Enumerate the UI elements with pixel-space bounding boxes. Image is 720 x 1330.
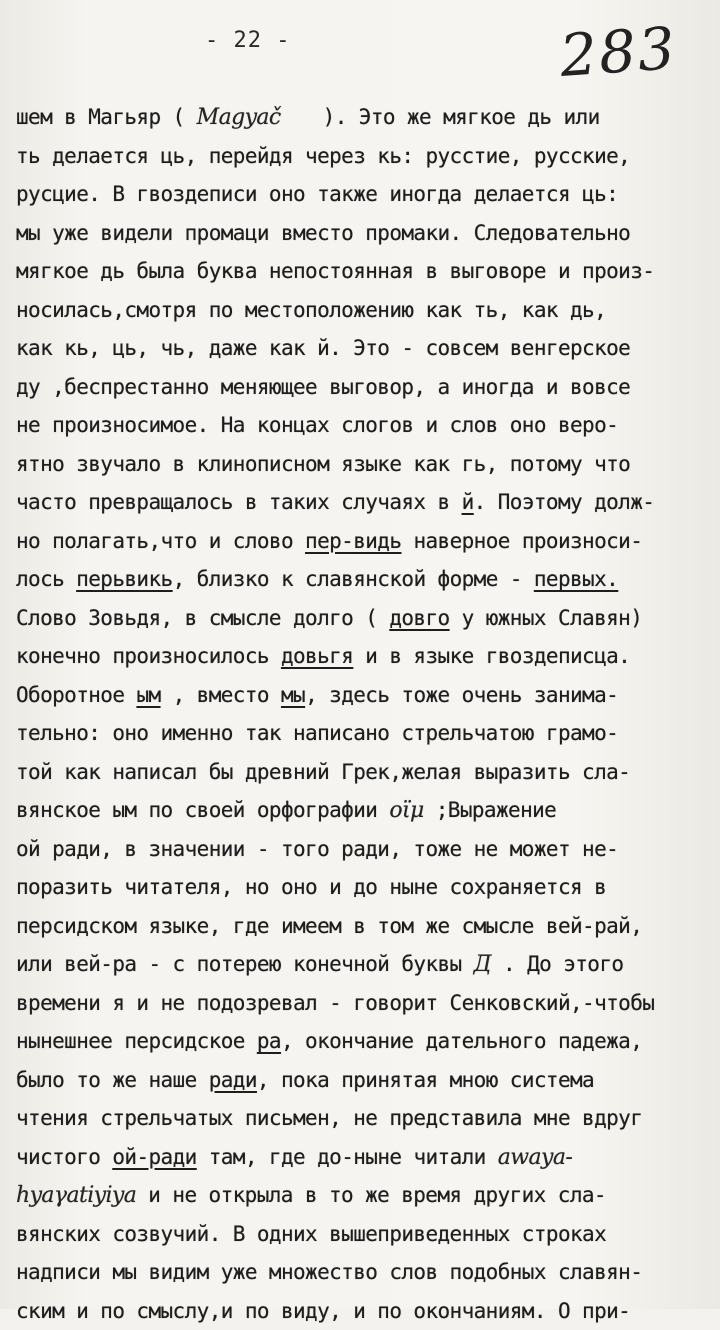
text-line xyxy=(16,1022,716,1061)
underlined-word: й xyxy=(462,490,474,514)
text-line xyxy=(16,329,716,368)
text-segment: шем в Магьяр ( xyxy=(16,105,197,129)
text-line xyxy=(16,137,716,176)
text-line xyxy=(16,637,716,676)
handwritten-archive-number: 283 xyxy=(558,14,679,90)
text-line xyxy=(16,483,716,522)
text-segment: ду ,беспрестанно меняющее выговор, а иногда и вовсе xyxy=(16,375,630,399)
text-line xyxy=(16,868,716,907)
handwritten-insertion: Д xyxy=(474,952,491,977)
underlined-word: перьвикь xyxy=(76,567,172,591)
text-segment: , пока принятая мною система xyxy=(257,1068,594,1092)
text-line xyxy=(16,252,716,291)
text-line xyxy=(16,368,716,407)
text-segment: надписи мы видим уже множество слов подобных славян- xyxy=(16,1260,642,1284)
text-segment: чтения стрельчатых письмен, не представила мне вдруг xyxy=(16,1106,642,1130)
page-number: - 22 - xyxy=(205,28,290,53)
text-line xyxy=(16,1061,716,1100)
text-segment: персидском языке, где имеем в том же смысле вей-рай, xyxy=(16,914,642,938)
text-line xyxy=(16,291,716,330)
text-line xyxy=(16,945,716,984)
text-segment: и не открыла в то же время других сла- xyxy=(136,1183,606,1207)
text-segment: тельно: оно именно так написано стрельчатою грамо- xyxy=(16,721,618,745)
text-segment: той как написал бы древний Грек,желая выразить сла- xyxy=(16,760,630,784)
text-line xyxy=(16,1176,716,1215)
text-line xyxy=(16,907,716,946)
text-segment: мы уже видели промаци вместо промаки. Следовательно xyxy=(16,221,630,245)
text-segment: ским и по смыслу,и по виду, и по окончаниям. О при- xyxy=(16,1299,630,1323)
text-segment: , окончание дательного падежа, xyxy=(281,1029,642,1053)
text-segment: Слово Зовьдя, в смысле долго ( xyxy=(16,606,389,630)
handwritten-insertion: οϊμ xyxy=(389,798,423,823)
text-segment: ть делается ць, перейдя через кь: русстие, русские, xyxy=(16,144,630,168)
text-segment: поразить читателя, но оно и до ныне сохраняется в xyxy=(16,875,606,899)
typewritten-text-body xyxy=(16,98,716,1330)
text-segment: мягкое дь была буква непостоянная в выговоре и произ- xyxy=(16,259,654,283)
text-segment: ;Выражение xyxy=(424,798,556,822)
text-segment: , вместо xyxy=(161,683,281,707)
text-segment: ой ради, в значении - того ради, тоже не может не- xyxy=(16,837,618,861)
text-segment: . Поэтому долж- xyxy=(474,490,655,514)
text-segment: но полагать,что и слово xyxy=(16,529,305,553)
text-line xyxy=(16,560,716,599)
text-line xyxy=(16,599,716,638)
text-line xyxy=(16,753,716,792)
underlined-word: довго xyxy=(389,606,449,630)
text-line xyxy=(16,1099,716,1138)
text-segment: конечно произносилось xyxy=(16,644,281,668)
text-line xyxy=(16,791,716,830)
underlined-word: ради xyxy=(209,1068,257,1092)
text-line xyxy=(16,676,716,715)
text-segment: русцие. В гвоздеписи оно также иногда делается ць: xyxy=(16,182,618,206)
text-segment: , здесь тоже очень занима- xyxy=(305,683,618,707)
handwritten-insertion: awaya- xyxy=(498,1145,572,1170)
text-line xyxy=(16,445,716,484)
text-segment: было то же наше xyxy=(16,1068,209,1092)
handwritten-insertion: Magyač xyxy=(197,105,281,130)
text-segment: носилась,смотря по местоположению как ть, как дь, xyxy=(16,298,606,322)
text-line xyxy=(16,175,716,214)
text-segment: чистого xyxy=(16,1145,112,1169)
text-segment: у южных Славян) xyxy=(450,606,643,630)
text-line xyxy=(16,406,716,445)
text-segment: . До этого xyxy=(491,952,623,976)
text-segment: и в языке гвоздеписца. xyxy=(353,644,630,668)
text-line xyxy=(16,1253,716,1292)
text-line xyxy=(16,522,716,561)
underlined-word: довьгя xyxy=(281,644,353,668)
text-line xyxy=(16,714,716,753)
text-segment: времени я и не подозревал - говорит Сенковский,-чтобы xyxy=(16,991,654,1015)
text-segment: часто превращалось в таких случаях в xyxy=(16,490,462,514)
underlined-word: пер-видь xyxy=(305,529,401,553)
underlined-word: ым xyxy=(136,683,160,707)
text-segment: лось xyxy=(16,567,76,591)
text-line xyxy=(16,1292,716,1330)
handwritten-insertion: hyaγatiyiya xyxy=(16,1183,136,1208)
text-segment: там, где до-ныне читали xyxy=(197,1145,498,1169)
text-segment: вянское ым по своей орфографии xyxy=(16,798,389,822)
underlined-word: ра xyxy=(257,1029,281,1053)
text-line xyxy=(16,830,716,869)
text-segment: как кь, ць, чь, даже как й. Это - совсем венгерское xyxy=(16,336,630,360)
underlined-word: ой-ради xyxy=(112,1145,196,1169)
text-segment: не произносимое. На концах слогов и слов оно веро- xyxy=(16,413,618,437)
text-line xyxy=(16,1138,716,1177)
text-segment: ятно звучало в клинописном языке как гь, потому что xyxy=(16,452,630,476)
text-line xyxy=(16,984,716,1023)
text-segment: или вей-ра - с потерею конечной буквы xyxy=(16,952,474,976)
text-segment: наверное произноси- xyxy=(401,529,642,553)
underlined-word: первых. xyxy=(534,567,618,591)
text-segment: , близко к славянской форме - xyxy=(173,567,534,591)
text-line xyxy=(16,1215,716,1254)
text-segment: Оборотное xyxy=(16,683,136,707)
text-segment: ). Это же мягкое дь или xyxy=(323,105,600,129)
text-segment: нынешнее персидское xyxy=(16,1029,257,1053)
underlined-word: мы xyxy=(281,683,305,707)
text-segment: вянских созвучий. В одних вышеприведенных строках xyxy=(16,1222,606,1246)
text-line xyxy=(16,214,716,253)
text-line xyxy=(16,98,716,137)
